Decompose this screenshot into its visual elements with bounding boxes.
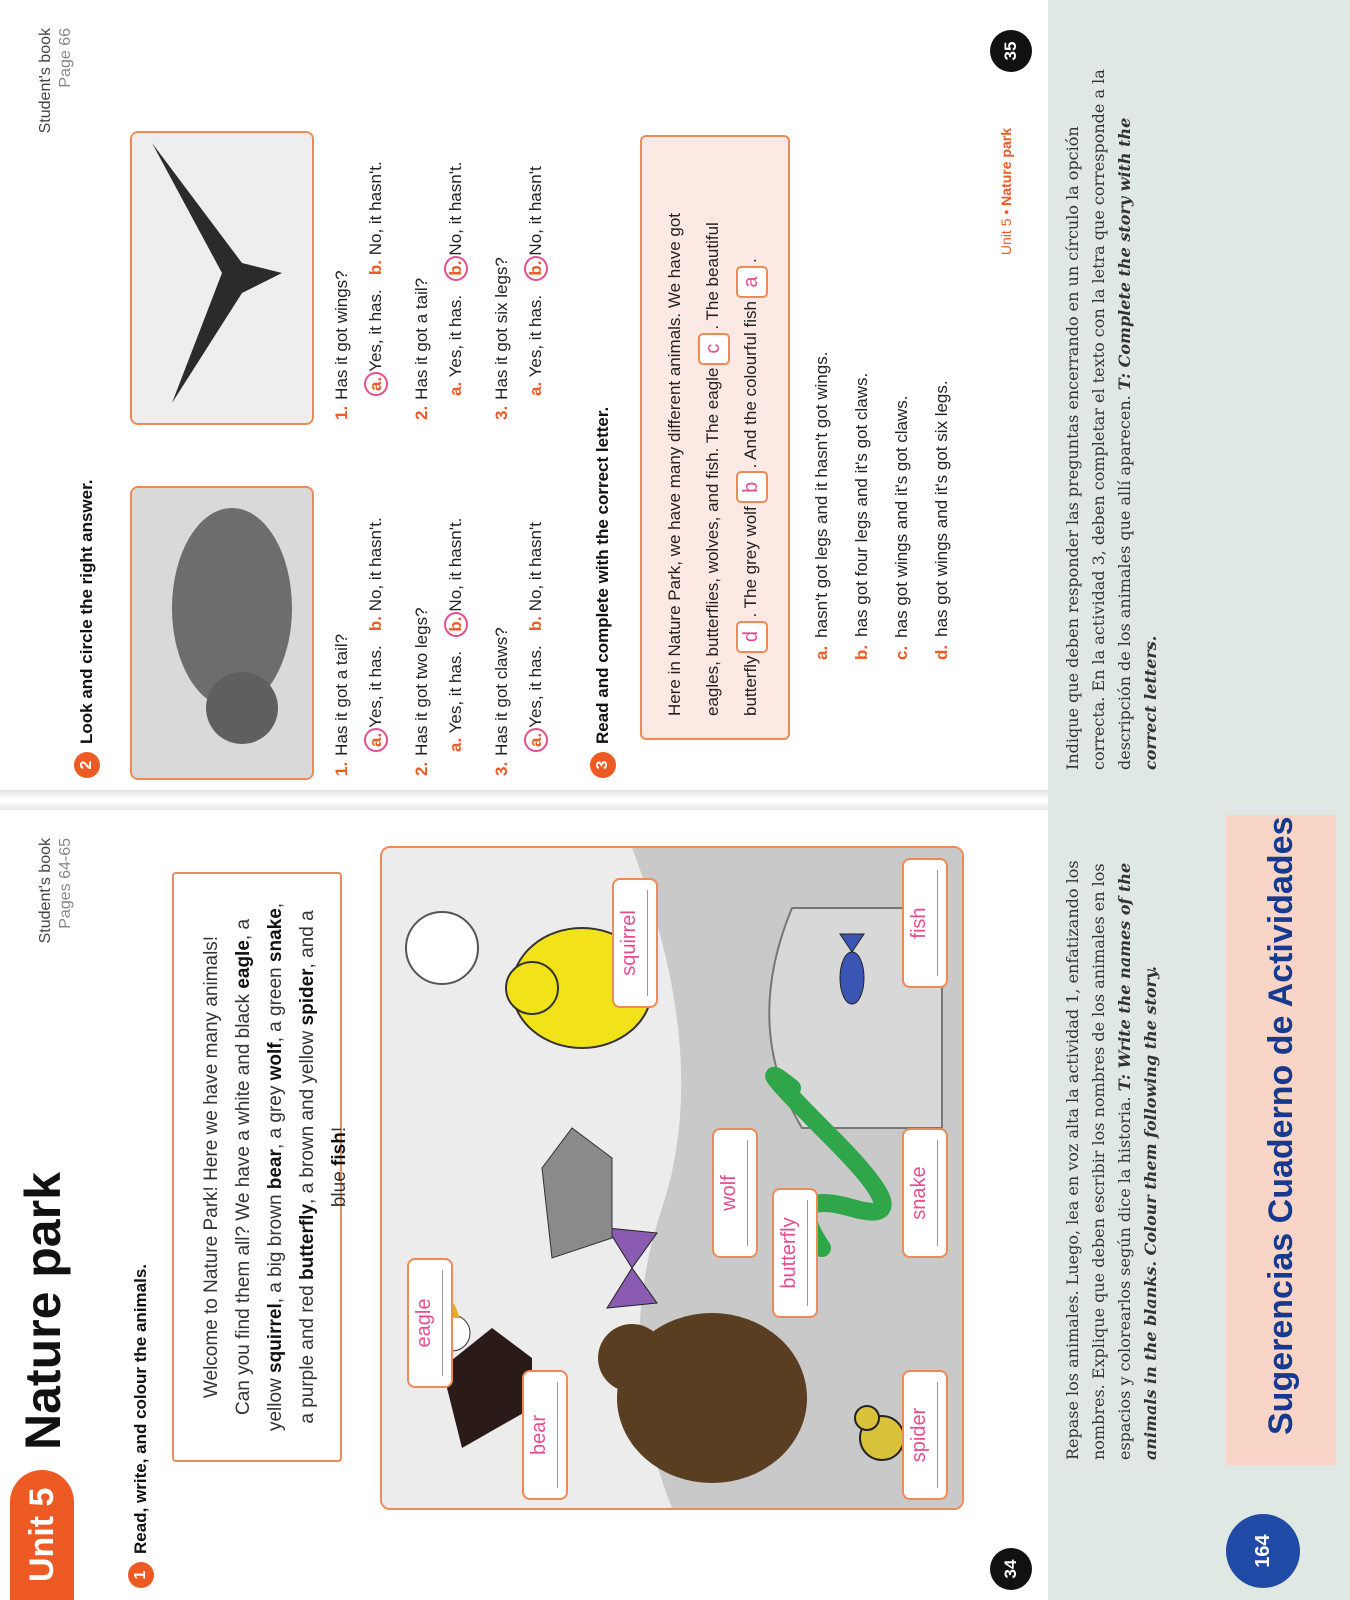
label-spider[interactable]: spider: [902, 1370, 948, 1500]
story-text: , a big brown: [265, 1189, 286, 1304]
option-c: [892, 395, 912, 660]
answer-option-a[interactable]: a.: [446, 737, 465, 752]
label-squirrel[interactable]: squirrel: [612, 878, 658, 1008]
book-reference: [36, 28, 76, 133]
animal-scene: [380, 846, 964, 1510]
page-number-left: 34: [990, 1548, 1032, 1590]
question-number: 1.: [332, 405, 351, 420]
activity-2-instruction: [74, 479, 100, 778]
guide-text-left: [1060, 820, 1164, 1460]
option-letter: a.: [526, 732, 545, 747]
eagle-answers-2: [444, 162, 468, 396]
guide-text-right: [1060, 50, 1164, 770]
question-number: 2.: [412, 761, 431, 776]
story-text: yellow: [265, 1372, 286, 1432]
story-text: . The grey wolf: [741, 506, 760, 618]
story-word-squirrel: squirrel: [265, 1303, 286, 1373]
eagle-photo: [130, 131, 314, 425]
activity-1-instruction: [128, 1264, 154, 1588]
page-number-right: 35: [990, 30, 1032, 72]
answer-box-2[interactable]: d: [736, 621, 768, 653]
answer-text: Yes, it has.: [366, 645, 385, 728]
question-text: Has it got two legs?: [412, 607, 431, 756]
bear-question-3: [492, 627, 512, 776]
activity-3-text: Read and complete with the correct letter.: [593, 406, 612, 744]
answer-text: Yes, it has.: [446, 294, 465, 378]
guide-text-english: T: Complete the story with the correct letters.: [1115, 117, 1160, 770]
story-word-eagle: eagle: [233, 940, 254, 989]
book-reference: [36, 838, 76, 943]
story-text: butterfly: [741, 655, 760, 716]
activity-1-text: Read, write, and colour the animals.: [131, 1263, 150, 1554]
book-ref-pages: Page 66: [57, 28, 74, 88]
story-word-fish: fish: [329, 1132, 350, 1166]
option-b: [852, 373, 872, 660]
option-text: hasn't got legs and it hasn't got wings.: [812, 351, 831, 638]
option-text: has got four legs and it's got claws.: [852, 372, 871, 637]
answer-option-b[interactable]: b.: [366, 615, 385, 632]
option-letter: b.: [852, 644, 871, 660]
book-ref-label: Student's book: [37, 838, 54, 944]
answer-box-4[interactable]: a: [736, 266, 768, 298]
answer-option-a[interactable]: [364, 372, 388, 396]
question-number: 3.: [492, 761, 511, 776]
eagle-question-3: [492, 257, 512, 420]
question-text: Has it got wings?: [332, 270, 351, 400]
answer-option-b[interactable]: [444, 256, 468, 281]
footer-title: Nature park: [998, 128, 1014, 206]
answer-option-a[interactable]: a.: [446, 381, 465, 396]
eagle-question-2: [412, 278, 432, 420]
eagle-question-1: [332, 270, 352, 420]
answer-text: No, it hasn't: [526, 166, 545, 256]
story-text: eagles, butterflies, wolves, and fish. The eagle: [703, 367, 722, 716]
story-text: Can you find them all? We have a white and black: [233, 988, 254, 1416]
question-text: Has it got six legs?: [492, 257, 511, 400]
story-word-wolf: wolf: [265, 1042, 286, 1081]
footer-unit: Unit 5 •: [998, 205, 1014, 256]
left-page: [0, 810, 1048, 1600]
answer-text: No, it hasn't.: [446, 517, 465, 612]
option-letter: d.: [932, 644, 951, 660]
story-text: . The beautiful: [703, 222, 722, 330]
story-word-snake: snake: [265, 908, 286, 963]
question-number: 2.: [412, 405, 431, 420]
bear-photo: [130, 486, 314, 780]
option-letter: a.: [366, 732, 385, 747]
option-d: [932, 380, 952, 660]
option-a: [812, 352, 832, 660]
option-text: has got wings and it's got six legs.: [932, 380, 951, 637]
completion-story: [640, 135, 790, 740]
activity-1-number: 1: [128, 1562, 154, 1588]
story-line: Welcome to Nature Park! Here we have many animals!: [201, 935, 222, 1399]
story-line: Here in Nature Park, we have many different animals. We have got: [665, 212, 684, 716]
option-letter: a.: [366, 376, 385, 391]
story-text: a purple and red: [297, 1279, 318, 1424]
option-letter: c.: [892, 645, 911, 660]
answer-text: No, it hasn't.: [366, 161, 385, 256]
guide-page-number: 164: [1226, 1514, 1300, 1588]
label-eagle[interactable]: eagle: [407, 1258, 453, 1388]
guide-text: Repase los animales. Luego, lea en voz alta la actividad 1, enfatizando los nombres. Explique que deben escribir los nombres de los animales en los espacios y colorearlos según dice la historia.: [1063, 860, 1134, 1460]
option-text: has got wings and it's got claws.: [892, 395, 911, 638]
answer-text: No, it hasn't.: [366, 517, 385, 612]
answer-text: Yes, it has.: [446, 650, 465, 734]
guide-banner: Sugerencias Cuaderno de Actividades: [1226, 815, 1336, 1465]
question-text: Has it got a tail?: [412, 277, 431, 400]
story-text: .: [741, 258, 760, 264]
label-butterfly[interactable]: butterfly: [772, 1188, 818, 1318]
story-text: , a green: [265, 962, 286, 1043]
unit-badge: Unit 5: [10, 1470, 74, 1600]
story-text: , a: [233, 918, 254, 941]
story-word-spider: spider: [297, 968, 318, 1026]
bear-answers-3: [524, 522, 548, 752]
question-number: 3.: [492, 405, 511, 420]
story-text: , a grey: [265, 1080, 286, 1150]
answer-box-1[interactable]: c: [698, 333, 730, 365]
label-snake[interactable]: snake: [902, 1128, 948, 1258]
activity-3-number: 3: [590, 752, 616, 778]
label-bear[interactable]: bear: [522, 1370, 568, 1500]
story-text: blue: [329, 1165, 350, 1208]
question-text: Has it got claws?: [492, 627, 511, 756]
story-text: . And the colourful fish: [741, 301, 760, 469]
question-number: 1.: [332, 761, 351, 776]
option-letter: a.: [812, 645, 831, 660]
book-ref-pages: Pages 64-65: [57, 838, 74, 929]
bear-photo-image: [132, 488, 312, 778]
scene-illustration: [382, 848, 962, 1508]
sun-icon: [406, 912, 478, 984]
bear-answers-2: [444, 518, 468, 752]
book-gutter: [0, 790, 1048, 810]
story-word-butterfly: butterfly: [297, 1203, 318, 1280]
guide-text-english: T: Write the names of the animals in the blanks. Colour them following the story.: [1115, 862, 1160, 1460]
eagle-answers-1: [364, 161, 388, 396]
option-letter: b.: [446, 260, 465, 276]
bear-answers-1: [364, 517, 388, 752]
answer-text: Yes, it has.: [526, 645, 545, 728]
eagle-photo-image: [132, 133, 312, 423]
answer-text: Yes, it has.: [366, 289, 385, 372]
teacher-guide: [1048, 0, 1350, 1600]
story-text: , and a: [297, 910, 318, 969]
activity-3-instruction: [590, 407, 616, 778]
label-fish[interactable]: fish: [902, 858, 948, 988]
story-text: , a brown and yellow: [297, 1025, 318, 1204]
answer-box-3[interactable]: b: [736, 471, 768, 503]
option-letter: b.: [526, 260, 545, 276]
book-ref-label: Student's book: [37, 28, 54, 134]
answer-option-b[interactable]: [524, 256, 548, 281]
page-footer: [998, 128, 1014, 255]
answer-option-b[interactable]: b.: [526, 615, 545, 632]
answer-option-b[interactable]: b.: [366, 259, 385, 276]
answer-option-a[interactable]: a.: [526, 381, 545, 396]
activity-2-text: Look and circle the right answer.: [77, 479, 96, 744]
story-box: [172, 872, 350, 1462]
story-text: ,: [265, 902, 286, 909]
answer-option-a[interactable]: [524, 728, 548, 752]
answer-option-b[interactable]: [444, 612, 468, 637]
right-page: [0, 0, 1048, 790]
bear-question-1: [332, 634, 352, 776]
answer-text: Yes, it has.: [526, 294, 545, 378]
option-letter: b.: [446, 616, 465, 632]
bear-question-2: [412, 607, 432, 776]
activity-2-number: 2: [74, 752, 100, 778]
answer-option-a[interactable]: [364, 728, 388, 752]
answer-text: No, it hasn't.: [446, 161, 465, 256]
eagle-answers-3: [524, 166, 548, 396]
label-wolf[interactable]: wolf: [712, 1128, 758, 1258]
guide-text: Indique que deben responder las preguntas encerrando en un círculo la opción correcta. En la actividad 3, deben completar el texto con la letra que corresponde a la descripción de los animales que allí aparecen.: [1063, 69, 1134, 770]
story-text: !: [329, 1126, 350, 1133]
page-title: Nature park: [15, 1172, 71, 1450]
story-word-bear: bear: [265, 1149, 286, 1190]
answer-text: No, it hasn't: [526, 522, 545, 612]
question-text: Has it got a tail?: [332, 633, 351, 756]
